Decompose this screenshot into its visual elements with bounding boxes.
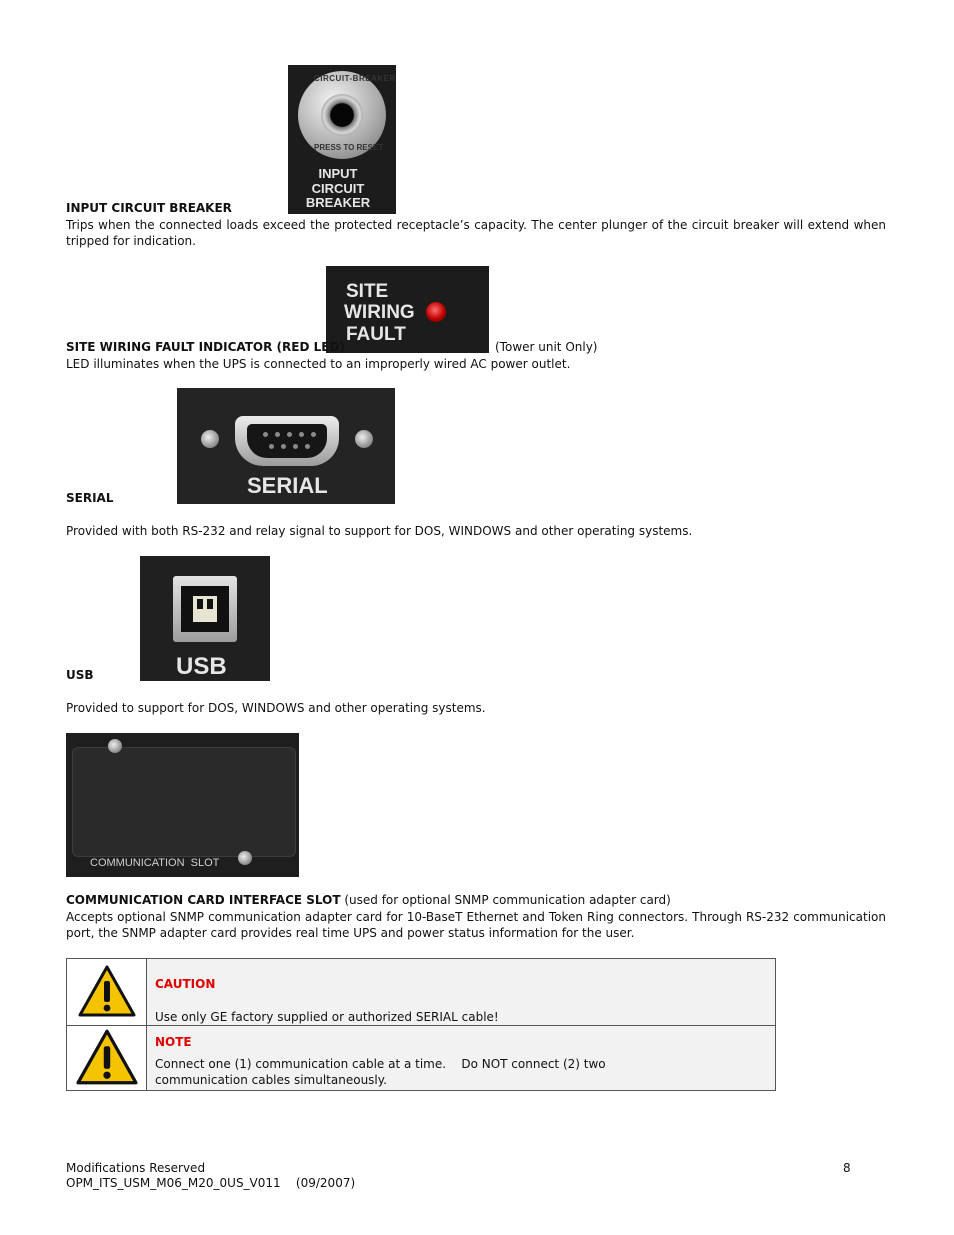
communication-slot-photo <box>66 733 299 877</box>
serial-description: Provided with both RS-232 and relay signal to support for DOS, WINDOWS and other operating systems. <box>66 524 693 538</box>
right-screw-icon <box>355 430 373 448</box>
caution-icon-cell <box>67 959 147 1026</box>
comm-slot-description: Accepts optional SNMP communication adapter card for 10-BaseT Ethernet and Token Ring connectors. Through RS-232 communication port, the SNMP adapter card provides real time UPS and power status information for the user. <box>66 910 886 940</box>
left-screw-icon <box>201 430 219 448</box>
input-breaker-description: Trips when the connected loads exceed the protected receptacle’s capacity. The center plunger of the circuit breaker will extend when tripped for indication. <box>66 218 886 248</box>
top-screw-icon <box>108 739 122 753</box>
site-wiring-suffix: (Tower unit Only) <box>495 340 598 354</box>
note-title: NOTE <box>155 1035 192 1049</box>
site-wiring-fault-photo <box>326 266 489 353</box>
comm-slot-heading: COMMUNICATION CARD INTERFACE SLOT <box>66 893 341 907</box>
input-breaker-heading: INPUT CIRCUIT BREAKER <box>66 201 232 215</box>
note-message <box>147 1026 776 1091</box>
comm-slot-heading-suffix: (used for optional SNMP communication adapter card) <box>340 893 671 907</box>
site-wiring-description: LED illuminates when the UPS is connected to an improperly wired AC power outlet. <box>66 357 571 371</box>
warning-icon <box>74 1028 140 1086</box>
note-icon-cell <box>67 1026 147 1091</box>
comm-slot-heading-line <box>66 892 671 908</box>
site-wiring-label-1: SITE <box>346 281 389 302</box>
breaker-label-1: INPUT <box>318 166 358 181</box>
breaker-ring-text: CIRCUIT-BREAKER <box>314 74 396 83</box>
usb-photo-label: USB <box>176 653 227 680</box>
serial-photo-label: SERIAL <box>247 473 328 498</box>
usb-heading: USB <box>66 668 94 682</box>
input-circuit-breaker-photo <box>288 65 396 214</box>
footer-modifications: Modifications Reserved <box>66 1161 206 1175</box>
site-wiring-label-2: WIRING <box>344 302 415 323</box>
db9-connector-icon <box>235 416 339 466</box>
caution-message <box>147 959 776 1026</box>
usb-port-photo <box>140 556 270 681</box>
caution-text: Use only GE factory supplied or authorized SERIAL cable! <box>155 1010 499 1024</box>
breaker-ring-text-2: PRESS TO RESET <box>314 143 384 152</box>
breaker-label-2: CIRCUIT <box>311 181 365 196</box>
site-wiring-heading: SITE WIRING FAULT INDICATOR (RED LED) <box>66 340 345 354</box>
caution-row <box>67 959 776 1026</box>
usb-description: Provided to support for DOS, WINDOWS and other operating systems. <box>66 701 486 715</box>
warning-icon <box>77 964 137 1018</box>
breaker-plunger <box>321 94 363 136</box>
comm-slot-photo-label: COMMUNICATION SLOT <box>90 857 220 869</box>
note-row <box>67 1026 776 1091</box>
slot-cover <box>72 747 296 857</box>
breaker-label-3: BREAKER <box>305 195 371 210</box>
caution-title: CAUTION <box>155 977 216 991</box>
notice-table <box>66 958 776 1091</box>
footer-doc-id: OPM_ITS_USM_M06_M20_0US_V011 (09/2007) <box>66 1176 356 1190</box>
note-text-line-2: communication cables simultaneously. <box>155 1073 387 1087</box>
site-wiring-label-3: FAULT <box>346 324 406 345</box>
serial-port-photo <box>177 388 395 504</box>
red-led-icon <box>426 302 446 322</box>
usb-connector-icon <box>173 576 237 642</box>
page-number: 8 <box>843 1161 851 1175</box>
note-text-line-1: Connect one (1) communication cable at a time. Do NOT connect (2) two <box>155 1057 606 1071</box>
bottom-screw-icon <box>238 851 252 865</box>
serial-heading: SERIAL <box>66 491 114 505</box>
